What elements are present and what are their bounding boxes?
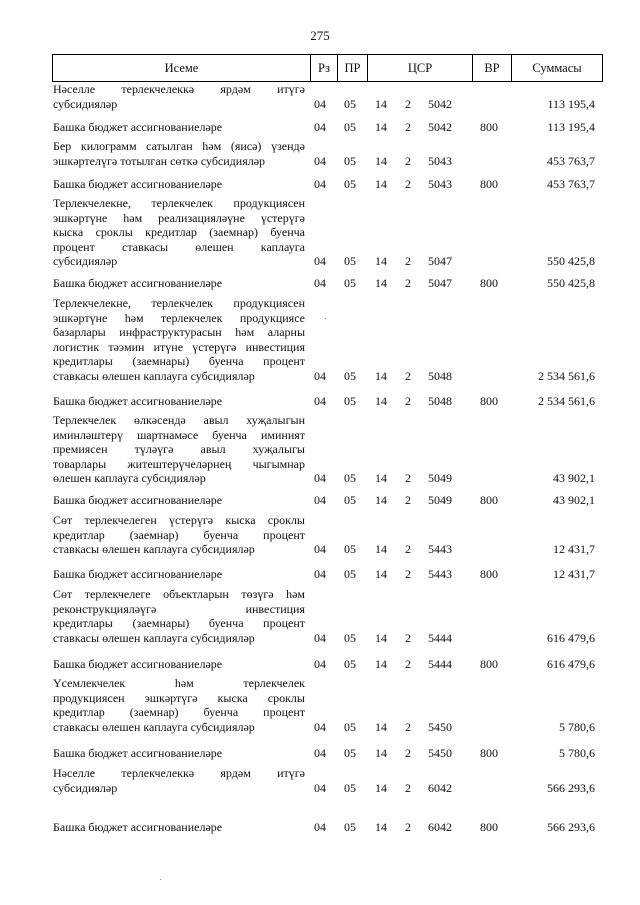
cell-pr: 05 [344,630,356,645]
table-row [52,120,603,135]
cell-pr: 05 [344,719,356,734]
row-codes [52,154,603,169]
header-sum: Суммасы [532,61,582,75]
row-name-line: процент ставкасы өлешен каплауга [53,239,305,254]
row-name-line: эшкәртүне һәм терлекчелек продукциясе [53,310,305,325]
row-name-line: базарлары инфраструктурасын һәм аларны [53,325,305,339]
cell-pr: 05 [344,820,356,834]
row-codes [52,781,603,796]
row-codes [52,97,603,112]
cell-csr-1: 14 [375,542,387,556]
cell-csr-3: 5450 [428,746,452,760]
cell-csr-3: 5043 [428,153,452,168]
header-pr: ПР [338,55,368,81]
cell-sum: 5 780,6 [559,719,595,734]
cell-rz: 04 [314,746,326,760]
table-row [52,587,603,645]
table-row [52,413,603,486]
cell-csr-3: 5443 [428,567,452,581]
cell-rz: 04 [314,567,326,581]
cell-csr-2: 2 [405,120,411,134]
cell-pr: 05 [344,394,356,408]
cell-sum: 43 902,1 [553,471,595,485]
row-name-line: иминләштерү шартнамәсе буенча иминият [53,427,305,442]
row-name-line: Башка бюджет ассигнованиеләре [53,276,223,290]
cell-csr-2: 2 [405,567,411,581]
cell-csr-2: 2 [405,394,411,408]
row-name-line: Башка бюджет ассигнованиеләре [53,394,223,408]
cell-csr-3: 5049 [428,471,452,485]
row-name-line: Үсемлекчелек һәм терлекчелек [53,676,305,690]
cell-rz: 04 [314,719,326,734]
cell-csr-2: 2 [405,719,411,734]
cell-rz: 04 [314,120,326,134]
row-codes [52,369,603,384]
cell-rz: 04 [314,820,326,834]
row-name-line: Башка бюджет ассигнованиеләре [53,746,223,760]
cell-csr-1: 14 [375,368,387,383]
table-row [52,567,603,582]
row-name-line: Терлекчелекне, терлекчелек продукциясен [53,296,305,310]
cell-vr: 800 [480,276,498,290]
cell-csr-2: 2 [405,368,411,383]
cell-pr: 05 [344,493,356,507]
table-row [52,196,603,269]
row-name-line: эшкәртелүгә тотылган сөткә субсидияләр [53,153,266,168]
cell-pr: 05 [344,780,356,795]
cell-csr-1: 14 [375,96,387,111]
cell-csr-1: 14 [375,746,387,760]
table-row [52,676,603,734]
cell-csr-3: 6042 [428,780,452,795]
header-vr: ВР [473,55,512,81]
cell-vr: 800 [480,177,498,191]
cell-csr-1: 14 [375,657,387,671]
cell-pr: 05 [344,567,356,581]
cell-csr-2: 2 [405,630,411,645]
cell-rz: 04 [314,276,326,290]
cell-rz: 04 [314,96,326,111]
table-row [52,276,603,291]
cell-csr-2: 2 [405,153,411,168]
cell-pr: 05 [344,657,356,671]
cell-rz: 04 [314,471,326,485]
cell-sum: 12 431,7 [553,542,595,556]
cell-sum: 5 780,6 [559,746,595,760]
table-row [52,513,603,557]
row-name-line: субсидияләр [53,254,118,268]
cell-rz: 04 [314,542,326,556]
row-name-line: субсидияләр [53,780,118,795]
row-name-line: Сөт терлекчелеге объектларын төзүгә һәм [53,587,305,601]
row-codes [52,471,603,486]
cell-sum: 12 431,7 [553,567,595,581]
row-name-line: кредитлар (заемнар) буенча процент [53,705,305,719]
cell-csr-3: 5047 [428,276,452,290]
cell-vr: 800 [480,394,498,408]
cell-pr: 05 [344,254,356,268]
row-name-line: Бер килограмм сатылган һәм (яисә) үзендә [53,139,305,153]
table-row [52,746,603,761]
row-name-line: Башка бюджет ассигнованиеләре [53,567,223,581]
cell-sum: 43 902,1 [553,493,595,507]
row-name-line: кыска сроклы кредитлар (заемнар) буенча [53,225,305,239]
row-codes [52,631,603,646]
row-name-line: Терлекчелекне, терлекчелек продукциясен [53,196,305,210]
cell-csr-3: 5043 [428,177,452,191]
cell-pr: 05 [344,96,356,111]
table-header [52,54,603,82]
cell-sum: 113 195,4 [547,96,595,111]
cell-rz: 04 [314,368,326,383]
row-name-line: кредитлар (заемнар) буенча процент [53,527,305,542]
cell-vr: 800 [480,493,498,507]
cell-csr-1: 14 [375,780,387,795]
row-name-line: Нәселле терлекчелеккә ярдәм итүгә [53,82,305,96]
row-name-line: кредитлары (заемнары) буенча процент [53,354,305,368]
row-name-line: реконструкцияләүгә инвестиция [53,601,305,616]
row-name-line: ставкасы өлешен каплауга субсидияләр [53,368,255,383]
cell-csr-2: 2 [405,276,411,290]
cell-csr-1: 14 [375,276,387,290]
table-row [52,493,603,508]
cell-sum: 566 293,6 [547,820,595,834]
header-csr: ЦСР [368,55,473,81]
cell-csr-2: 2 [405,542,411,556]
cell-csr-3: 6042 [428,820,452,834]
row-codes [52,746,603,761]
cell-csr-3: 5048 [428,368,452,383]
cell-csr-1: 14 [375,394,387,408]
cell-csr-2: 2 [405,96,411,111]
table-row [52,657,603,672]
row-name-line: ставкасы өлешен каплауга субсидияләр [53,719,255,734]
cell-sum: 616 479,6 [547,657,595,671]
cell-csr-1: 14 [375,153,387,168]
cell-rz: 04 [314,630,326,645]
cell-csr-3: 5444 [428,657,452,671]
cell-pr: 05 [344,542,356,556]
cell-pr: 05 [344,276,356,290]
cell-pr: 05 [344,177,356,191]
row-name-line: Башка бюджет ассигнованиеләре [53,120,223,134]
cell-rz: 04 [314,493,326,507]
cell-csr-3: 5444 [428,630,452,645]
cell-sum: 566 293,6 [547,780,595,795]
row-codes [52,720,603,735]
table-row [52,296,603,383]
table-row [52,139,603,168]
cell-csr-2: 2 [405,657,411,671]
row-codes [52,120,603,135]
cell-sum: 113 195,4 [547,120,595,134]
cell-rz: 04 [314,657,326,671]
table-row [52,82,603,111]
cell-csr-3: 5047 [428,254,452,268]
row-name-line: Башка бюджет ассигнованиеләре [53,657,223,671]
row-name-line: ставкасы өлешен каплауга субсидияләр [53,630,255,645]
row-name-line: Башка бюджет ассигнованиеләре [53,820,223,834]
header-rz: Рз [311,55,338,81]
cell-rz: 04 [314,177,326,191]
cell-sum: 616 479,6 [547,630,595,645]
cell-csr-1: 14 [375,630,387,645]
row-name-line: өлешен каплауга субсидияләр [53,471,206,485]
scan-speck [325,318,326,319]
table-row [52,820,603,835]
cell-csr-1: 14 [375,471,387,485]
page-number: 275 [310,28,330,43]
row-codes [52,493,603,508]
cell-csr-3: 5042 [428,120,452,134]
cell-rz: 04 [314,153,326,168]
cell-csr-2: 2 [405,177,411,191]
cell-csr-2: 2 [405,746,411,760]
header-name: Исеме [53,55,311,81]
cell-sum: 550 425,8 [547,276,595,290]
cell-pr: 05 [344,471,356,485]
cell-vr: 800 [480,120,498,134]
row-name-line: Башка бюджет ассигнованиеләре [53,177,223,191]
cell-vr: 800 [480,820,498,834]
cell-vr: 800 [480,567,498,581]
row-name-line: Сөт терлекчелеген үстерүгә кыска сроклы [53,513,305,527]
cell-csr-1: 14 [375,820,387,834]
cell-csr-3: 5042 [428,96,452,111]
row-codes [52,177,603,192]
cell-csr-1: 14 [375,719,387,734]
row-name-line: логистик тәэмин итүне үстерүгә инвестиция [53,339,305,354]
cell-pr: 05 [344,153,356,168]
cell-vr: 800 [480,746,498,760]
cell-csr-1: 14 [375,567,387,581]
row-codes [52,394,603,409]
row-name-line: кредитлары (заемнары) буенча процент [53,616,305,630]
row-codes [52,276,603,291]
cell-csr-2: 2 [405,493,411,507]
table-row [52,177,603,192]
cell-csr-2: 2 [405,254,411,268]
row-name-line: премиясен түләүгә авыл хуҗалыгы [53,442,305,456]
cell-pr: 05 [344,368,356,383]
cell-vr: 800 [480,657,498,671]
row-name-line: Нәселле терлекчелеккә ярдәм итүгә [53,766,305,780]
cell-csr-1: 14 [375,120,387,134]
cell-rz: 04 [314,780,326,795]
cell-csr-3: 5048 [428,394,452,408]
cell-sum: 2 534 561,6 [538,394,595,408]
cell-csr-3: 5443 [428,542,452,556]
row-codes [52,820,603,835]
cell-sum: 453 763,7 [547,177,595,191]
row-codes [52,657,603,672]
cell-csr-2: 2 [405,471,411,485]
row-codes [52,542,603,557]
table-row [52,766,603,795]
cell-pr: 05 [344,120,356,134]
cell-rz: 04 [314,394,326,408]
row-name-line: продукциясен эшкәртүгә кыска сроклы [53,690,305,705]
row-name-line: товарлары житештерүчеләрнең чыгымнар [53,456,305,471]
row-name-line: субсидияләр [53,96,118,111]
row-codes [52,567,603,582]
scan-speck [160,879,161,880]
cell-csr-1: 14 [375,177,387,191]
cell-csr-1: 14 [375,493,387,507]
cell-rz: 04 [314,254,326,268]
cell-sum: 453 763,7 [547,153,595,168]
cell-pr: 05 [344,746,356,760]
table-row [52,394,603,409]
row-name-line: эшкәртүне һәм реализацияләүне үстерүгә [53,210,305,225]
row-name-line: Терлекчелек өлкәсендә авыл хуҗалыгын [53,413,305,427]
cell-csr-2: 2 [405,820,411,834]
row-name-line: Башка бюджет ассигнованиеләре [53,493,223,507]
cell-csr-1: 14 [375,254,387,268]
cell-csr-3: 5049 [428,493,452,507]
row-name-line: ставкасы өлешен каплауга субсидияләр [53,542,255,556]
cell-sum: 550 425,8 [547,254,595,268]
cell-csr-2: 2 [405,780,411,795]
row-codes [52,254,603,269]
cell-sum: 2 534 561,6 [538,368,595,383]
cell-csr-3: 5450 [428,719,452,734]
